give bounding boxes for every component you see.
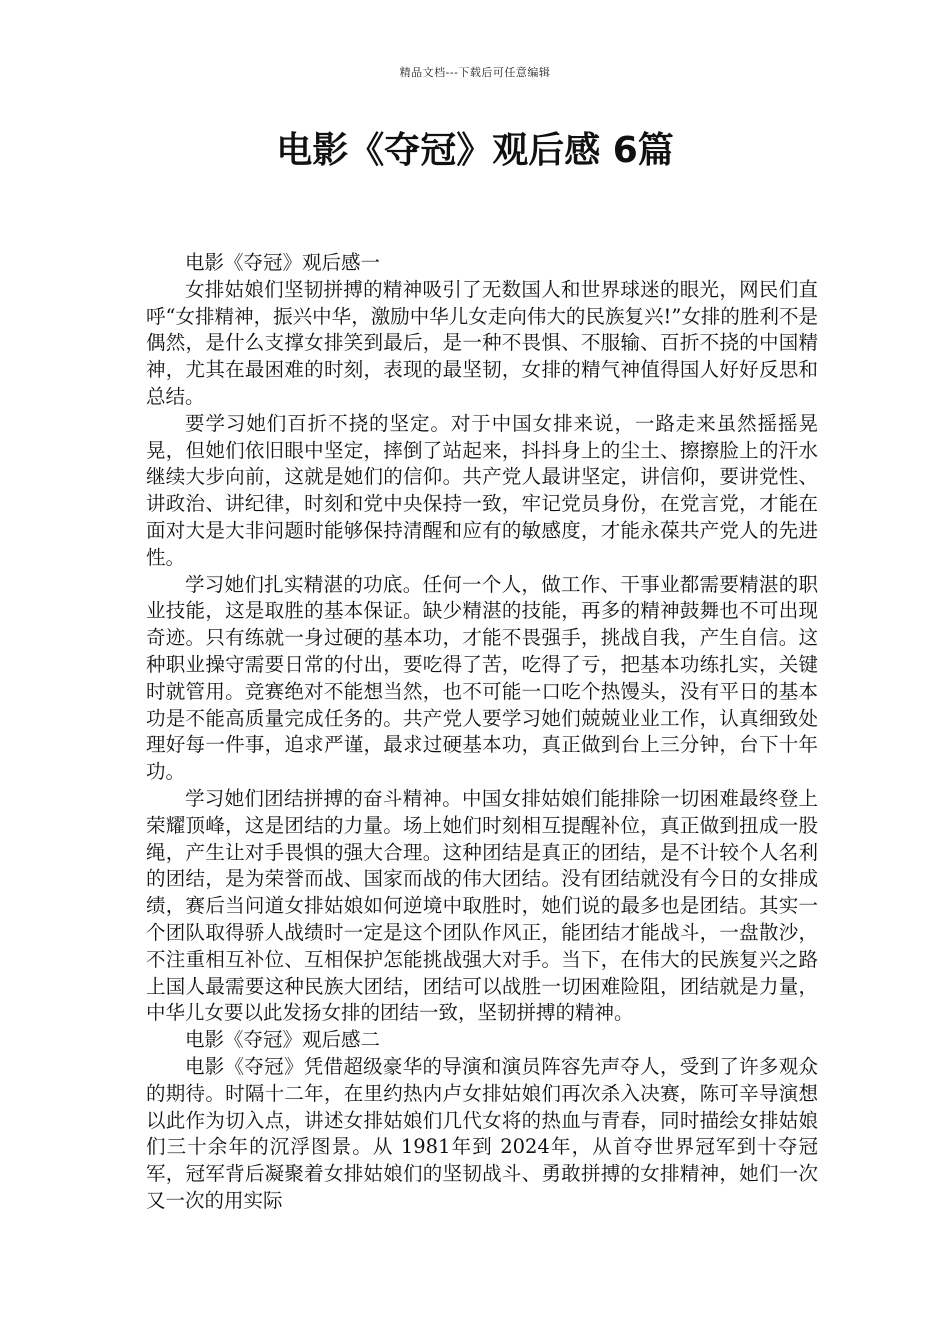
document-title: 电影《夺冠》观后感 6篇 bbox=[276, 130, 674, 171]
paragraph: 学习她们扎实精湛的功底。任何一个人，做工作、干事业都需要精湛的职业技能，这是取胜的基本保证。缺少精湛的技能，再多的精神鼓舞也不可出现奇迹。只有练就一身过硬的基本功，才能不畏强手，挑战自我，产生自信。这种职业操守需要日常的付出，要吃得了苦，吃得了亏，把基本功练扎实，关键时就管用。竞赛绝对不能想当然，也不可能一口吃个热馒头，没有平日的基本功是不能高质量完成任务的。共产党人要学习她们兢兢业业工作，认真细致处理好每一件事，追求严谨，最求过硬基本功，真正做到台上三分钟，台下十年功。 bbox=[146, 572, 818, 784]
document-body bbox=[146, 250, 818, 1215]
paragraph: 女排姑娘们坚韧拼搏的精神吸引了无数国人和世界球迷的眼光，网民们直呼“女排精神，振兴中华，激励中华儿女走向伟大的民族复兴!”女排的胜利不是偶然，是什么支撑女排笑到最后，是一种不畏惧、不服输、百折不挠的中国精神，尤其在最困难的时刻，表现的最坚韧，女排的精气神值得国人好好反思和总结。 bbox=[146, 277, 818, 408]
section-heading: 电影《夺冠》观后感二 bbox=[185, 1028, 381, 1052]
section-heading: 电影《夺冠》观后感一 bbox=[185, 251, 381, 274]
page-header: 精品文档---下载后可任意编辑 bbox=[399, 66, 551, 79]
paragraph: 学习她们团结拼搏的奋斗精神。中国女排姑娘们能排除一切困难最终登上荣耀顶峰，这是团结的力量。场上她们时刻相互提醒补位，真正做到扭成一股绳，产生让对手畏惧的强大合理。这种团结是真正的团结，是不计较个人名利的团结，是为荣誉而战、国家而战的伟大团结。没有团结就没有今日的女排成绩，赛后当问道女排姑娘如何逆境中取胜时，她们说的最多也是团结。其实一个团队取得骄人战绩时一定是这个团队作风正，能团结才能战斗，一盘散沙，不注重相互补位、互相保护怎能挑战强大对手。当下，在伟大的民族复兴之路上国人最需要这种民族大团结，团结可以战胜一切困难险阻，团结就是力量，中华儿女要以此发扬女排的团结一致，坚韧拼搏的精神。 bbox=[146, 786, 818, 1025]
paragraph: 电影《夺冠》凭借超级豪华的导演和演员阵容先声夺人，受到了许多观众的期待。时隔十二年，在里约热内卢女排姑娘们再次杀入决赛，陈可辛导演想以此作为切入点，讲述女排姑娘们几代女将的热血与青春，同时描绘女排姑娘们三十余年的沉浮图景。从 1981年到 2024年，从首夺世界冠军到十夺冠军，冠军背后凝聚着女排姑娘们的坚韧战斗、勇敢拼搏的女排精神，她们一次又一次的用实际 bbox=[146, 1054, 818, 1212]
paragraph: 要学习她们百折不挠的坚定。对于中国女排来说，一路走来虽然摇摇晃晃，但她们依旧眼中坚定，摔倒了站起来，抖抖身上的尘土、擦擦脸上的汗水继续大步向前，这就是她们的信仰。共产党人最讲坚定，讲信仰，要讲党性、讲政治、讲纪律，时刻和党中央保持一致，牢记党员身份，在党言党，才能在面对大是大非问题时能够保持清醒和应有的敏感度，才能永葆共产党人的先进性。 bbox=[146, 411, 818, 569]
